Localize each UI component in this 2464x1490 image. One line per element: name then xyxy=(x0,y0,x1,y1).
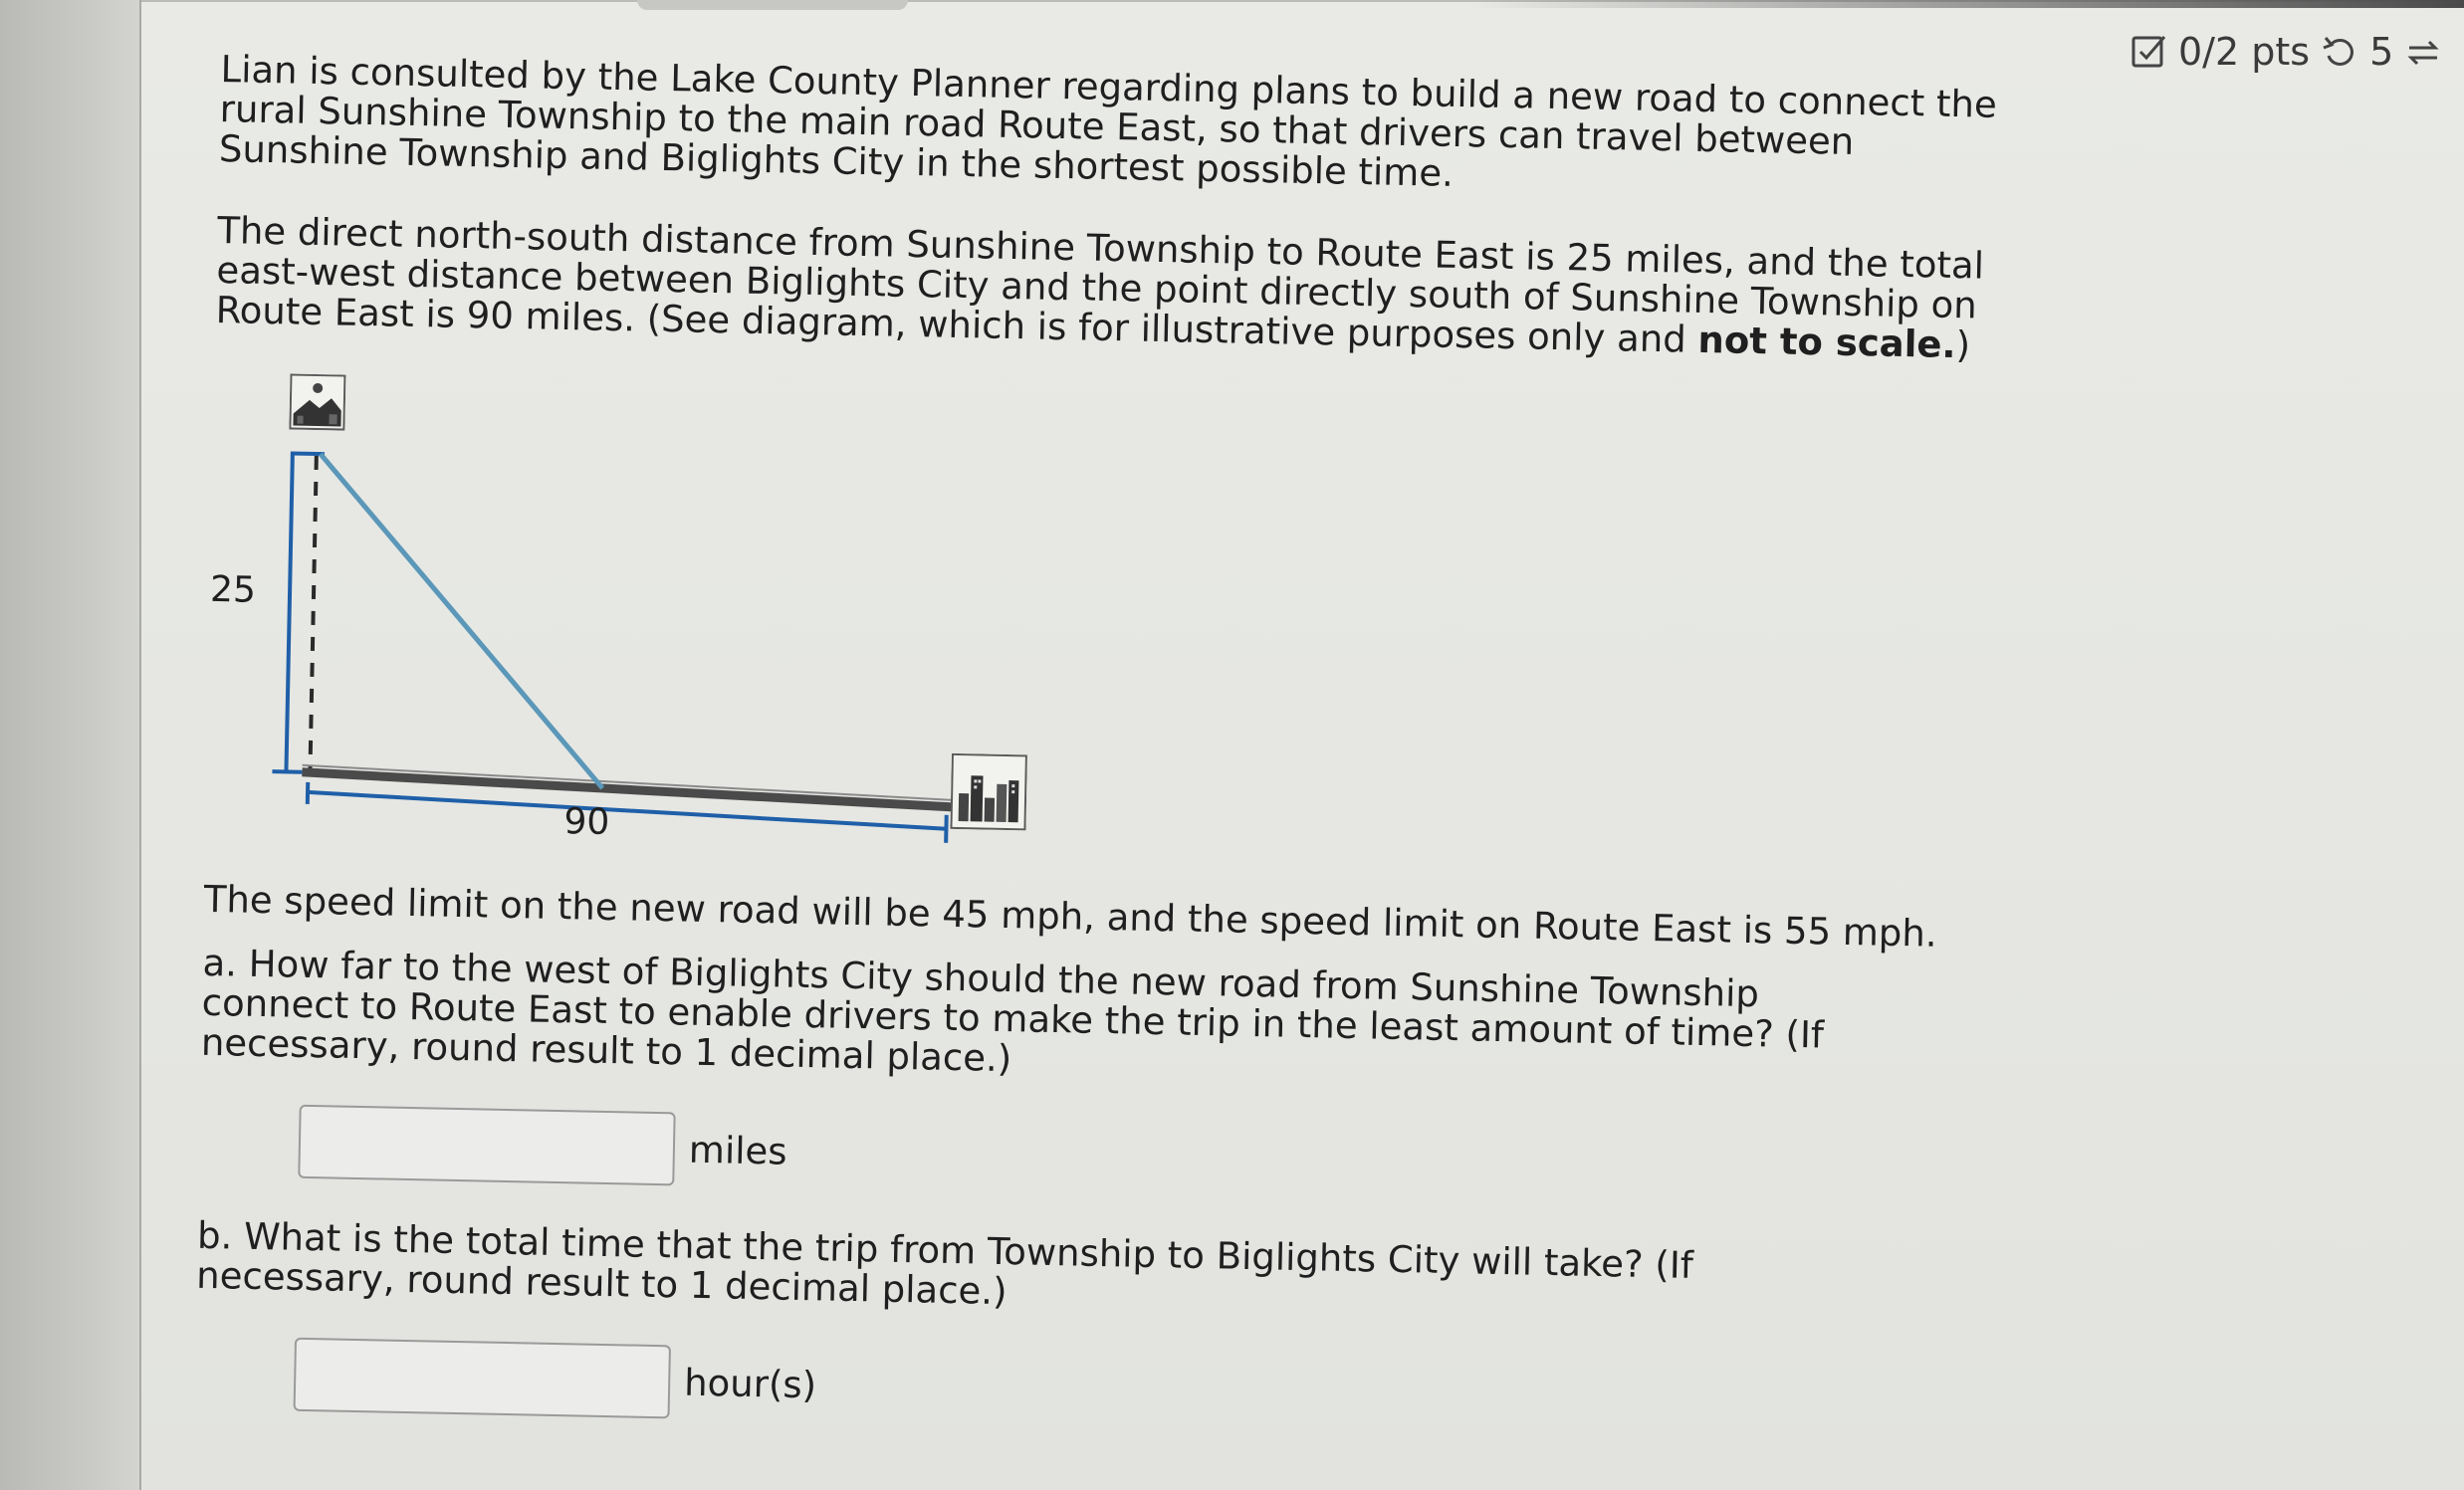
screen-edge-shadow xyxy=(1468,0,2464,8)
distances-text: The direct north-south distance from Sunshine Township to Route East is 25 miles, and the total east-west distance between Biglights City and the point directly south of Sunshine Township on Route East is 90 miles. (See diagram, which is for illustrative purposes only and xyxy=(215,208,1985,361)
question-a-text: a. How far to the west of Biglights City should the new road from Sunshine Township connect to Route East to enable drivers to make the trip in the least amount of time? (If necessary, round result to 1 decimal place.) xyxy=(200,941,1825,1081)
biglights-city-icon xyxy=(950,753,1027,831)
not-to-scale-text: not to scale. xyxy=(1697,318,1957,367)
question-b-input[interactable] xyxy=(294,1338,671,1419)
vertical-dimension-line xyxy=(286,454,292,772)
sunshine-township-icon xyxy=(289,373,345,430)
question-b-text: b. What is the total time that the trip from Township to Biglights City will take? (If necessary, round result to 1 decimal place.) xyxy=(195,1213,1694,1314)
horizontal-dimension-right-tick xyxy=(946,815,947,843)
question-a-input[interactable] xyxy=(298,1105,675,1186)
points-label: 0/2 pts xyxy=(2178,30,2311,74)
left-sidebar xyxy=(0,0,141,1490)
question-content xyxy=(193,50,2033,1485)
top-tab[interactable] xyxy=(637,0,908,10)
diagram-svg xyxy=(205,372,1210,860)
question-a-unit: miles xyxy=(688,1128,787,1173)
road-diagram xyxy=(205,372,1210,860)
attempts-count: 5 xyxy=(2369,30,2394,74)
problem-intro: Lian is consulted by the Lake County Planner regarding plans to build a new road to connect the rural Sunshine Township to the main road Route East, so that drivers can travel between Sunshine Township and Biglights City in the shortest possible time. xyxy=(218,48,1998,195)
north-south-dashed-line xyxy=(310,456,316,770)
distances-end: ) xyxy=(1955,323,1971,367)
route-east-edge xyxy=(302,765,953,800)
points-bar xyxy=(2130,30,2443,74)
refresh-icon[interactable] xyxy=(2403,32,2443,72)
retry-icon[interactable] xyxy=(2320,32,2359,72)
vertical-dimension-bottom-tick xyxy=(272,771,302,772)
horizontal-distance-label: 90 xyxy=(563,801,610,843)
route-east-road xyxy=(302,772,953,807)
question-b-answer-row xyxy=(294,1338,2007,1446)
question-b-unit: hour(s) xyxy=(683,1361,817,1406)
question-a-answer-row xyxy=(298,1105,2011,1213)
speed-limits-text: The speed limit on the new road will be 45 mph, and the speed limit on Route East is 55 mph. xyxy=(203,877,1938,956)
vertical-distance-label: 25 xyxy=(209,568,257,611)
checkbox-icon xyxy=(2130,33,2168,71)
vertical-dimension-top-tick xyxy=(291,453,325,454)
problem-distances xyxy=(215,208,2029,367)
new-road-line xyxy=(314,454,609,788)
